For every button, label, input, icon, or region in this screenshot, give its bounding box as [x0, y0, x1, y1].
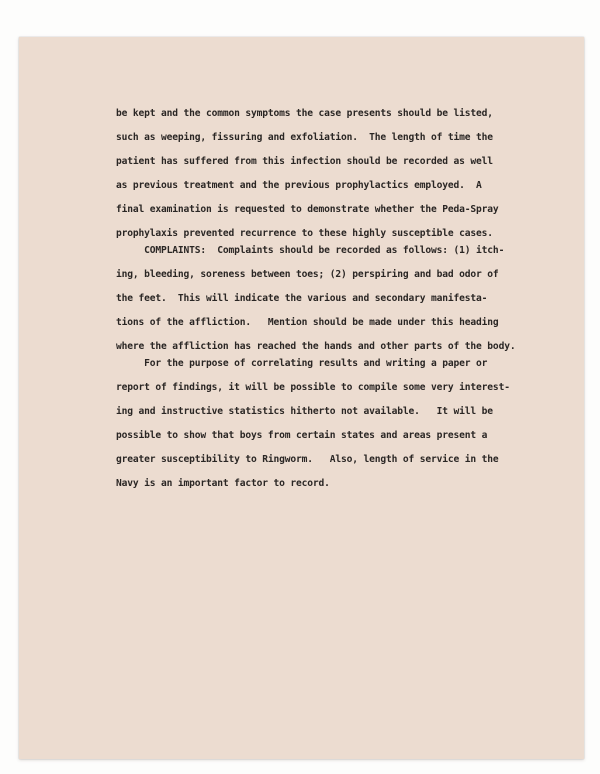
text-line: tions of the affliction. Mention should be made under this heading: [116, 317, 499, 328]
text-line: greater susceptibility to Ringworm. Also, length of service in the: [116, 454, 499, 465]
text-line: COMPLAINTS: Complaints should be recorded as follows: (1) itch-: [116, 245, 505, 256]
text-line: such as weeping, fissuring and exfoliation. The length of time the: [116, 132, 493, 143]
text-line: For the purpose of correlating results and writing a paper or: [116, 358, 488, 369]
text-line: where the affliction has reached the hands and other parts of the body.: [116, 341, 516, 352]
text-line: ing, bleeding, soreness between toes; (2) perspiring and bad odor of: [116, 269, 499, 280]
text-line: ing and instructive statistics hitherto not available. It will be: [116, 406, 493, 417]
text-line: be kept and the common symptoms the case presents should be listed,: [116, 108, 493, 119]
text-line: as previous treatment and the previous prophylactics employed. A: [116, 180, 482, 191]
text-line: possible to show that boys from certain states and areas present a: [116, 430, 488, 441]
text-line: report of findings, it will be possible to compile some very interest-: [116, 382, 510, 393]
text-line: final examination is requested to demonstrate whether the Peda-Spray: [116, 204, 499, 215]
text-line: the feet. This will indicate the various and secondary manifesta-: [116, 293, 488, 304]
typewritten-page: [19, 37, 584, 759]
text-line: prophylaxis prevented recurrence to these highly susceptible cases.: [116, 228, 493, 239]
text-line: patient has suffered from this infection should be recorded as well: [116, 156, 493, 167]
text-line: Navy is an important factor to record.: [116, 478, 330, 489]
